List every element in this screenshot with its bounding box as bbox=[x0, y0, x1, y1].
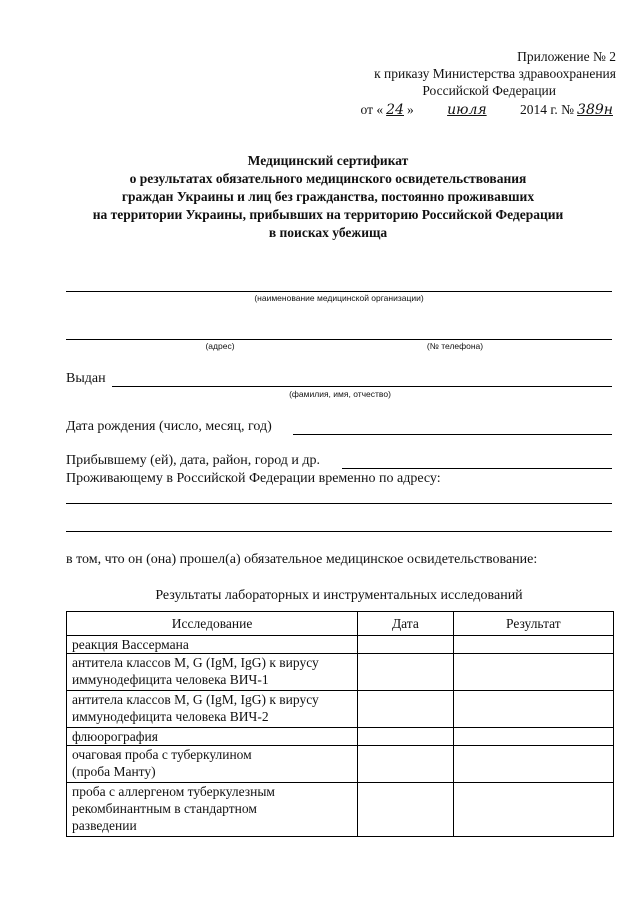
column-header-result: Результат bbox=[453, 612, 613, 636]
title-line5: в поисках убежища bbox=[268, 225, 388, 240]
table-row bbox=[67, 783, 614, 837]
table-row bbox=[67, 654, 614, 691]
date-cell[interactable] bbox=[358, 691, 454, 728]
table-row bbox=[67, 728, 614, 746]
org-caption: (наименование медицинской организации) bbox=[254, 293, 424, 303]
appendix-line1: Приложение № 2 bbox=[517, 49, 616, 64]
fio-caption: (фамилия, имя, отчество) bbox=[289, 389, 391, 399]
date-cell[interactable] bbox=[358, 636, 454, 654]
phone-caption: (№ телефона) bbox=[426, 341, 484, 351]
residing-label: Проживающему в Российской Федерации временно по адресу: bbox=[66, 471, 441, 486]
birth-line bbox=[293, 434, 612, 435]
address-caption: (адрес) bbox=[205, 341, 235, 351]
result-cell[interactable] bbox=[453, 728, 613, 746]
result-cell[interactable] bbox=[453, 783, 613, 837]
from-prefix: от « bbox=[360, 102, 384, 117]
title-line4: на территории Украины, прибывших на территорию Российской Федерации bbox=[92, 207, 564, 222]
appendix-order-line bbox=[300, 101, 616, 119]
statement-text: в том, что он (она) прошел(а) обязательное медицинское освидетельствование: bbox=[66, 552, 538, 567]
order-day: 24 bbox=[386, 102, 404, 118]
date-cell[interactable] bbox=[358, 654, 454, 691]
study-cell: антитела классов M, G (IgM, IgG) к вирусу иммунодефицита человека ВИЧ-2 bbox=[67, 691, 358, 728]
result-cell[interactable] bbox=[453, 654, 613, 691]
title-line3: граждан Украины и лиц без гражданства, постоянно проживавших bbox=[121, 189, 535, 204]
order-year: 2014 г. № bbox=[520, 102, 575, 117]
study-cell: проба с аллергеном туберкулезным рекомбинантным в стандартном разведении bbox=[67, 783, 358, 837]
arrived-label: Прибывшему (ей), дата, район, город и др. bbox=[66, 453, 321, 468]
table-row bbox=[67, 636, 614, 654]
column-header-study: Исследование bbox=[67, 612, 358, 636]
date-cell[interactable] bbox=[358, 783, 454, 837]
title-line2: о результатах обязательного медицинского освидетельствования bbox=[129, 171, 527, 186]
study-cell: флюорография bbox=[67, 728, 358, 746]
result-cell[interactable] bbox=[453, 746, 613, 783]
table-row bbox=[67, 691, 614, 728]
org-name-line bbox=[66, 291, 612, 292]
results-table bbox=[66, 611, 614, 837]
results-heading: Результаты лабораторных и инструментальных исследований bbox=[155, 588, 523, 603]
appendix-line3: Российской Федерации bbox=[422, 83, 556, 98]
date-cell[interactable] bbox=[358, 728, 454, 746]
order-month: июля bbox=[447, 102, 487, 118]
column-header-date: Дата bbox=[358, 612, 454, 636]
order-number: 389н bbox=[577, 102, 613, 118]
study-cell: реакция Вассермана bbox=[67, 636, 358, 654]
arrived-line bbox=[342, 468, 612, 469]
birth-label: Дата рождения (число, месяц, год) bbox=[66, 419, 272, 434]
address-line bbox=[66, 339, 612, 340]
residing-line-1 bbox=[66, 503, 612, 504]
appendix-header bbox=[300, 48, 616, 119]
date-cell[interactable] bbox=[358, 746, 454, 783]
study-cell: очаговая проба с туберкулином (проба Манту) bbox=[67, 746, 358, 783]
table-row bbox=[67, 746, 614, 783]
study-cell: антитела классов M, G (IgM, IgG) к вирусу иммунодефицита человека ВИЧ-1 bbox=[67, 654, 358, 691]
title-line1: Медицинский сертификат bbox=[247, 153, 409, 168]
day-suffix: » bbox=[406, 102, 414, 117]
result-cell[interactable] bbox=[453, 691, 613, 728]
certificate-title bbox=[40, 152, 616, 242]
issued-label: Выдан bbox=[66, 371, 106, 386]
table-header-row bbox=[67, 612, 614, 636]
appendix-line2: к приказу Министерства здравоохранения bbox=[374, 66, 616, 81]
residing-line-2 bbox=[66, 531, 612, 532]
result-cell[interactable] bbox=[453, 636, 613, 654]
issued-line bbox=[112, 386, 612, 387]
